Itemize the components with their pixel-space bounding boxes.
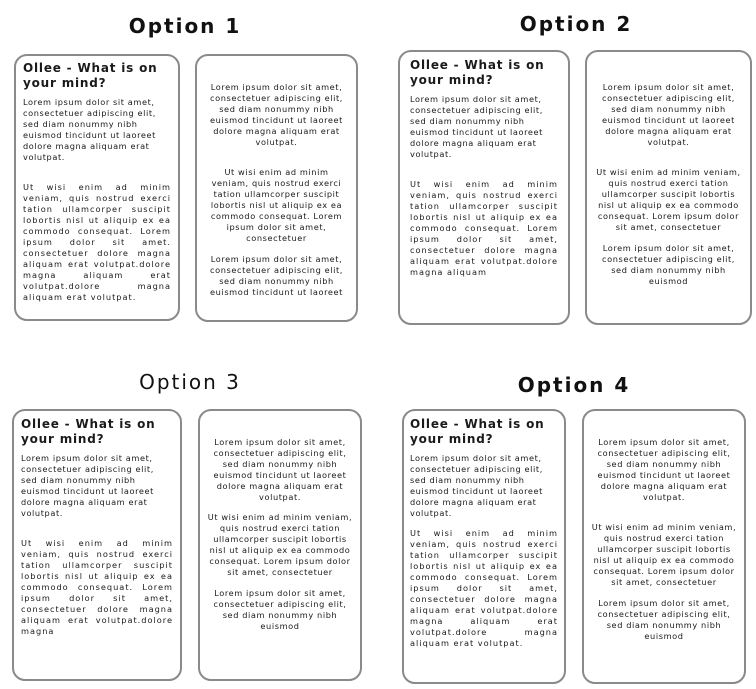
card-paragraph-2: Ut wisi enim ad minim veniam, quis nostrud exerci tation ullamcorper suscipit lobortis nisl ut aliquip ex ea commodo consequat. Lorem ipsum dolor sit amet, consectetuer [210, 167, 343, 243]
card-heading: Ollee - What is on your mind? [410, 417, 545, 446]
card-body-text: Ut wisi enim ad minim veniam, quis nostrud exerci tation ullamcorper suscipit lobortis nisl ut aliquip ex ea commodo consequat. Lorem ipsum dolor sit amet, consectetuer dolore magna aliquam erat volutpat.dolore magna aliquam [410, 179, 558, 277]
card-paragraph-3: Lorem ipsum dolor sit amet, consectetuer adipiscing elit, sed diam nonummy nibh euismod [597, 597, 731, 641]
option-2-left-card [398, 50, 570, 325]
option-2-title: Option 2 [519, 12, 633, 36]
card-paragraph-3: Lorem ipsum dolor sit amet, consectetuer adipiscing elit, sed diam nonummy nibh euismod tincidunt ut laoreet [210, 253, 343, 297]
card-body-text: Ut wisi enim ad minim veniam, quis nostrud exerci tation ullamcorper suscipit lobortis nisl ut aliquip ex ea commodo consequat. Lorem ipsum dolor sit amet, consectetuer dolore magna aliquam erat volutpat.dolore magna [21, 538, 173, 636]
card-paragraph-1: Lorem ipsum dolor sit amet, consectetuer adipiscing elit, sed diam nonummy nibh euismod tincidunt ut laoreet dolore magna aliquam erat volutpat. [213, 437, 347, 502]
card-paragraph-2: Ut wisi enim ad minim veniam, quis nostrud exerci tation ullamcorper suscipit lobortis nisl ut aliquip ex ea commodo consequat. Lorem ipsum dolor sit amet, consectetuer [596, 167, 741, 232]
option-1-right-card [195, 54, 358, 322]
card-paragraph-3: Lorem ipsum dolor sit amet, consectetuer adipiscing elit, sed diam nonummy nibh euismod [602, 242, 735, 286]
card-intro-text: Lorem ipsum dolor sit amet, consectetuer adipiscing elit, sed diam nonummy nibh euismod tincidunt ut laoreet dolore magna aliquam erat volutpat. [410, 453, 543, 518]
card-body-text: Ut wisi enim ad minim veniam, quis nostrud exerci tation ullamcorper suscipit lobortis nisl ut aliquip ex ea commodo consequat. Lorem ipsum dolor sit amet. consectetuer dolore magna aliquam erat volutpat.dolore magna aliquam erat volutpat.dolore magna aliquam erat volutpat. [23, 182, 171, 302]
card-body-text: Ut wisi enim ad minim veniam, quis nostrud exerci tation ullamcorper suscipit lobortis nisl ut aliquip ex ea commodo consequat. Lorem ipsum dolor sit amet, consectetuer dolore magna aliquam erat volutpat.dolore magna aliquam erat volutpat.dolore magna aliquam erat volutpat. [410, 528, 558, 648]
option-1-title: Option 1 [128, 14, 242, 38]
card-paragraph-2: Ut wisi enim ad minim veniam, quis nostrud exerci tation ullamcorper suscipit lobortis nisl ut aliquip ex ea commodo consequat. Lorem ipsum dolor sit amet, consectetuer [591, 522, 737, 587]
card-heading: Ollee - What is on your mind? [21, 417, 156, 446]
option-3-left-card [12, 409, 182, 681]
card-paragraph-1: Lorem ipsum dolor sit amet, consectetuer adipiscing elit, sed diam nonummy nibh euismod tincidunt ut laoreet dolore magna aliquam erat volutpat. [602, 82, 735, 147]
card-intro-text: Lorem ipsum dolor sit amet, consectetuer adipiscing elit, sed diam nonummy nibh euismod tincidunt ut laoreet dolore magna aliquam erat volutpat. [410, 94, 543, 159]
option-4-title: Option 4 [517, 373, 631, 397]
option-1-left-card [14, 54, 180, 321]
option-3-title: Option 3 [139, 370, 241, 394]
card-heading: Ollee - What is on your mind? [410, 58, 545, 87]
card-paragraph-1: Lorem ipsum dolor sit amet, consectetuer adipiscing elit, sed diam nonummy nibh euismod tincidunt ut laoreet dolore magna aliquam erat volutpat. [210, 82, 343, 147]
card-paragraph-1: Lorem ipsum dolor sit amet, consectetuer adipiscing elit, sed diam nonummy nibh euismod tincidunt ut laoreet dolore magna aliquam erat volutpat. [597, 437, 731, 502]
card-intro-text: Lorem ipsum dolor sit amet, consectetuer adipiscing elit, sed diam nonummy nibh euismod tincidunt ut laoreet dolore magna aliquam erat volutpat. [23, 97, 156, 162]
card-intro-text: Lorem ipsum dolor sit amet, consectetuer adipiscing elit, sed diam nonummy nibh euismod tincidunt ut laoreet dolore magna aliquam erat volutpat. [21, 453, 154, 518]
card-paragraph-2: Ut wisi enim ad minim veniam, quis nostrud exerci tation ullamcorper suscipit lobortis nisl ut aliquip ex ea commodo consequat. Lorem ipsum dolor sit amet, consectetuer [207, 512, 353, 577]
card-paragraph-3: Lorem ipsum dolor sit amet, consectetuer adipiscing elit, sed diam nonummy nibh euismod [213, 587, 347, 631]
card-heading: Ollee - What is on your mind? [23, 61, 158, 90]
option-4-right-card [582, 409, 746, 684]
option-2-right-card [585, 50, 752, 325]
option-4-left-card [402, 409, 566, 684]
option-3-right-card [198, 409, 362, 681]
